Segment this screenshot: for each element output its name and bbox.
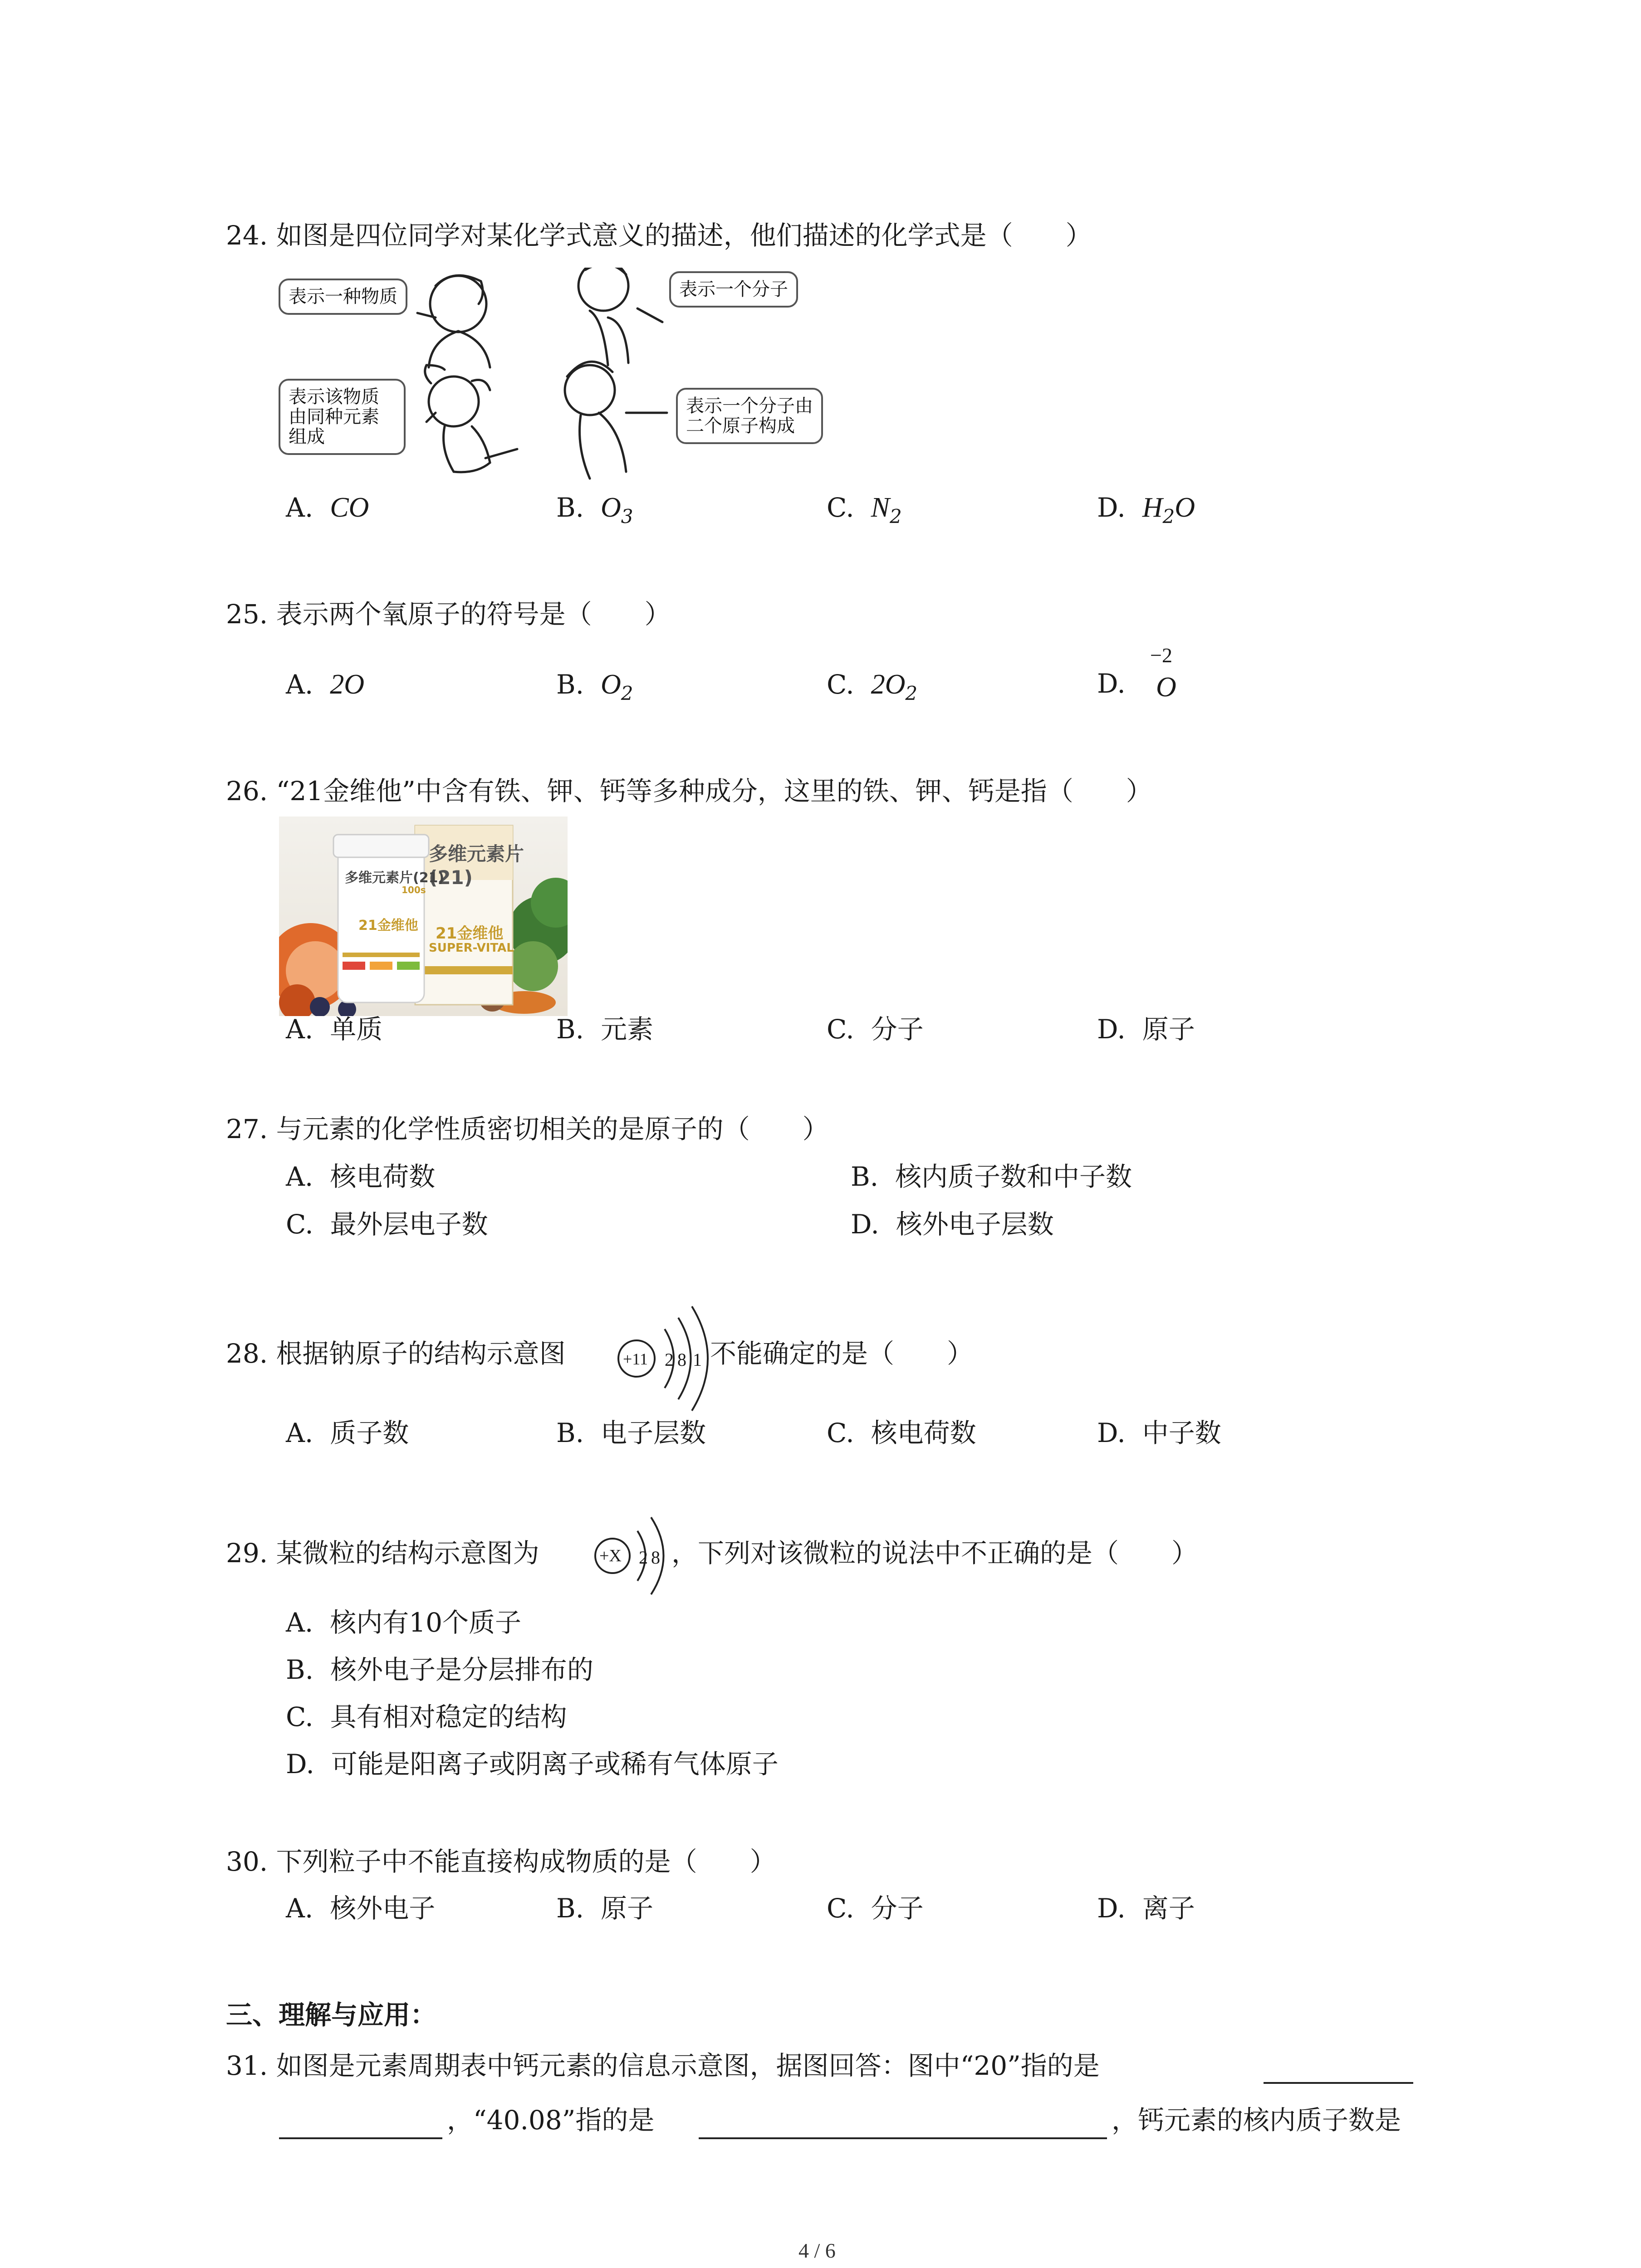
q25-d-symbol: O	[1156, 672, 1176, 703]
q28-option-c[interactable]: C. 核电荷数	[827, 1418, 976, 1448]
shell-3: 1	[693, 1349, 702, 1370]
particle-shell-1: 2	[639, 1547, 648, 1568]
q29-option-b[interactable]: B. 核外电子是分层排布的	[286, 1654, 593, 1685]
q30-option-d[interactable]: D. 离子	[1097, 1893, 1195, 1924]
q27-option-c[interactable]: C. 最外层电子数	[286, 1209, 488, 1240]
q26-stem: 26. “21金维他”中含有铁、钾、钙等多种成分，这里的铁、钾、钙是指（ ）	[226, 776, 1152, 807]
q25-option-d[interactable]: D.	[1097, 668, 1126, 699]
q31-blank-2[interactable]	[699, 2137, 1107, 2139]
bubble-one-molecule: 表示一个分子	[669, 271, 798, 308]
particle-diagram	[592, 1510, 669, 1601]
box-brand: 21金维他	[436, 924, 504, 943]
q30-stem: 30. 下列粒子中不能直接构成物质的是（ ）	[226, 1846, 776, 1877]
q25-option-b[interactable]: B. $O_2$	[556, 669, 633, 704]
q24-option-d[interactable]: D. $H_2O$	[1097, 492, 1195, 528]
bubble-line: 二个原子构成	[686, 415, 795, 436]
bubble-two-atoms	[676, 388, 823, 444]
q27-option-b[interactable]: B. 核内质子数和中子数	[851, 1161, 1132, 1192]
vitamin-product-photo	[279, 816, 568, 1016]
bubble-line: 由同种元素	[289, 406, 379, 427]
q25-stem: 25. 表示两个氧原子的符号是（ ）	[226, 599, 671, 630]
q29-option-a[interactable]: A. 核内有10个质子	[286, 1607, 522, 1638]
q29-option-d[interactable]: D. 可能是阳离子或阴离子或稀有气体原子	[286, 1749, 779, 1779]
q24-stem: 24. 如图是四位同学对某化学式意义的描述，他们描述的化学式是（ ）	[226, 220, 1092, 251]
q26-option-c[interactable]: C. 分子	[827, 1014, 924, 1045]
q28-stem-pre: 28. 根据钠原子的结构示意图	[226, 1338, 566, 1369]
q31-line2-b: ，钙元素的核内质子数是	[1112, 2105, 1401, 2136]
q26-option-d[interactable]: D. 原子	[1097, 1014, 1195, 1045]
bottle-count: 100s	[402, 885, 426, 895]
sodium-nucleus: +11	[623, 1350, 648, 1368]
q27-option-d[interactable]: D. 核外电子层数	[851, 1209, 1054, 1240]
bottle-brand: 21金维他	[358, 918, 418, 934]
q30-option-a[interactable]: A. 核外电子	[286, 1893, 436, 1924]
particle-shell-2: 8	[651, 1547, 660, 1568]
q24-option-a[interactable]: A. CO	[286, 492, 369, 523]
q29-stem-post: ，下列对该微粒的说法中不正确的是（ ）	[671, 1538, 1198, 1569]
page-number: 4 / 6	[798, 2239, 836, 2262]
q28-stem-post: 不能确定的是（ ）	[710, 1338, 974, 1369]
q25-option-c[interactable]: C. $2O_2$	[827, 669, 918, 704]
q26-option-a[interactable]: A. 单质	[286, 1014, 383, 1045]
section-title: 三、理解与应用：	[226, 1999, 437, 2030]
q26-option-b[interactable]: B. 元素	[556, 1014, 653, 1045]
q25-option-a[interactable]: A. 2O	[286, 669, 364, 700]
q25-d-charge: −2	[1150, 644, 1172, 667]
shell-1: 2	[665, 1349, 674, 1370]
box-title: 多维元素片(21)	[429, 843, 524, 889]
bubble-line: 表示一个分子由	[686, 396, 813, 416]
q31-line2-a: ，“40.08”指的是	[447, 2105, 655, 2136]
q31-blank-1-cont[interactable]	[279, 2137, 442, 2139]
q28-option-d[interactable]: D. 中子数	[1097, 1418, 1221, 1448]
shell-2: 8	[677, 1349, 686, 1370]
q27-option-a[interactable]: A. 核电荷数	[286, 1161, 436, 1192]
q30-option-c[interactable]: C. 分子	[827, 1893, 924, 1924]
q31-blank-1[interactable]	[1264, 2082, 1413, 2084]
q29-option-c[interactable]: C. 具有相对稳定的结构	[286, 1701, 567, 1732]
bubble-line: 组成	[289, 426, 325, 447]
particle-nucleus: +X	[599, 1546, 622, 1565]
sodium-atom-diagram	[615, 1302, 710, 1415]
box-brand-en: SUPER-VITAL	[429, 941, 514, 955]
q27-stem: 27. 与元素的化学性质密切相关的是原子的（ ）	[226, 1114, 829, 1144]
q29-stem-pre: 29. 某微粒的结构示意图为	[226, 1538, 539, 1569]
q28-option-a[interactable]: A. 质子数	[286, 1418, 409, 1448]
bubble-one-substance: 表示一种物质	[279, 279, 407, 315]
q31-line1: 31. 如图是元素周期表中钙元素的信息示意图，据图回答：图中“20”指的是	[226, 2050, 1100, 2081]
bubble-same-element	[279, 379, 406, 455]
bubble-line: 表示该物质	[289, 386, 379, 407]
q24-option-c[interactable]: C. $N_2$	[827, 492, 902, 528]
bottle-title: 多维元素片(21)	[345, 870, 445, 886]
q28-option-b[interactable]: B. 电子层数	[556, 1418, 706, 1448]
q30-option-b[interactable]: B. 原子	[556, 1893, 653, 1924]
q24-option-b[interactable]: B. $O_3$	[556, 492, 633, 528]
